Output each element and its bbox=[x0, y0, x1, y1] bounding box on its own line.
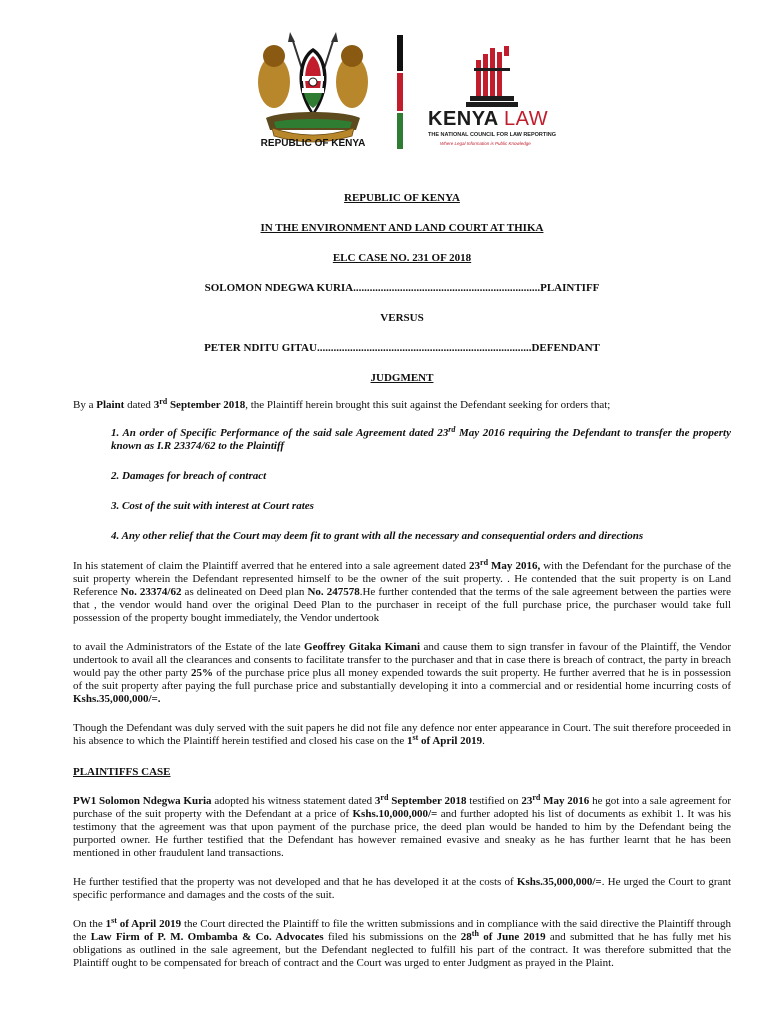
orders-list bbox=[73, 427, 731, 543]
heading-case-number: ELC CASE NO. 231 OF 2018 bbox=[332, 252, 472, 264]
order-item-2: 2. Damages for breach of contract bbox=[111, 470, 267, 482]
versus-label: VERSUS bbox=[380, 312, 424, 324]
order-item-1: 1. An order of Specific Performance of the said sale Agreement dated 23rd May 2016 requiring the Defendant to transfer the property known as I.R 23374/62 to the Plaintiff bbox=[111, 425, 732, 452]
kenya-flag-bar-icon bbox=[397, 35, 403, 149]
paragraph-statement-of-claim: In his statement of claim the Plaintiff averred that he entered into a sale agreement dated 23rd May 2016, with the Defendant for the purchase of the suit property wherein the Defendant represented himself to be the owner of the suit property. . He contended that the suit property is on Land Reference No. 23374/62 as delineated on Deed plan No. 247578.He further contended that the terms of the sale agreement between the parties were that , the vendor would hand over the original Deed Plan to the purchaser in receipt of the full purchase price, the purchaser would take full possession of the property bought immediately, the Vendor undertook bbox=[73, 558, 731, 624]
heading-republic: REPUBLIC OF KENYA bbox=[344, 192, 460, 204]
kenya-law-name-law: LAW bbox=[504, 108, 549, 130]
intro-paragraph: By a Plaint dated 3rd September 2018, the Plaintiff herein brought this suit against the Defendant seeking for orders that; bbox=[73, 397, 611, 411]
paragraph-vendor-undertaking: to avail the Administrators of the Estate of the late Geoffrey Gitaka Kimani and cause them to sign transfer in favour of the Plaintiff, the Vendor undertook to avail all the clearances and consents to facilitate transfer to the purchaser and that in case there is breach of contract, the party in breach would pay the other party 25% of the purchase price plus all money expended towards the suit property. He further averred that he is in possession of the suit property after paying the full purchase price and substantially developing it into a commercial and or residential home incurring costs of Kshs.35,000,000/=. bbox=[73, 641, 731, 705]
section-plaintiffs-case: PLAINTIFFS CASE bbox=[73, 766, 171, 778]
kenya-law-emblem-icon bbox=[460, 42, 520, 110]
kenya-law-name-kenya: KENYA bbox=[428, 108, 498, 130]
defendant-line: PETER NDITU GITAU..............................................................................DEFENDANT bbox=[204, 342, 600, 354]
plaintiff-line: SOLOMON NDEGWA KURIA....................................................................PLAINTIFF bbox=[204, 282, 600, 294]
coat-caption: REPUBLIC OF KENYA bbox=[260, 138, 366, 149]
order-item-4: 4. Any other relief that the Court may deem fit to grant with all the necessary and consequential orders and directions bbox=[111, 530, 644, 542]
paragraph-written-submissions: On the 1st of April 2019 the Court directed the Plaintiff to file the written submissions and in compliance with the said directive the Plaintiff through the Law Firm of P. M. Ombamba & Co. Advocates filed his submissions on the 28th of June 2019 and submitted that he has fully met his obligations as outlined in the sale agreement, but the Defendant neglected to fulfill his part of the contract. It was therefore submitted that the Plaintiff ought to be compensated for breach of contract and the Court was urged to enter Judgment as prayed in the Plaint. bbox=[73, 916, 731, 969]
kenya-law-wordmark bbox=[428, 108, 548, 131]
letterhead-logos bbox=[0, 30, 768, 160]
kenya-coat-of-arms-icon bbox=[252, 30, 374, 154]
heading-judgment: JUDGMENT bbox=[370, 372, 434, 384]
order-item-3: 3. Cost of the suit with interest at Court rates bbox=[111, 500, 314, 512]
judgment-body bbox=[73, 186, 731, 970]
paragraph-pw1-testimony: PW1 Solomon Ndegwa Kuria adopted his witness statement dated 3rd September 2018 testified on 23rd May 2016 he got into a sale agreement for purchase of the suit property with the Defendant at a price of Kshs.10,000,000/= and further adopted his list of documents as exhibit 1. It was his testimony that the agreement was that upon payment of the purchase price, the deed plan would be handed to him by the Defendant being the purported owner. He further testified that the Defendant has however remained evasive and sneaky as he has further learnt that he has been mentioned in other fraudulent land transactions. bbox=[73, 793, 731, 859]
paragraph-development-costs: He further testified that the property was not developed and that he has developed it at the costs of Kshs.35,000,000/=. He urged the Court to grant specific performance and damages and the costs of the suit. bbox=[73, 876, 731, 901]
kenya-law-subtitle: THE NATIONAL COUNCIL FOR LAW REPORTING bbox=[428, 132, 557, 138]
heading-court: IN THE ENVIRONMENT AND LAND COURT AT THIKA bbox=[260, 222, 544, 234]
kenya-law-tagline: Where Legal Information is Public Knowledge bbox=[440, 141, 531, 146]
paragraph-default-appearance: Though the Defendant was duly served with the suit papers he did not file any defence nor enter appearance in Court. The suit therefore proceeded in his absence to which the Plaintiff herein testified and closed his case on the 1st of April 2019. bbox=[73, 722, 731, 747]
